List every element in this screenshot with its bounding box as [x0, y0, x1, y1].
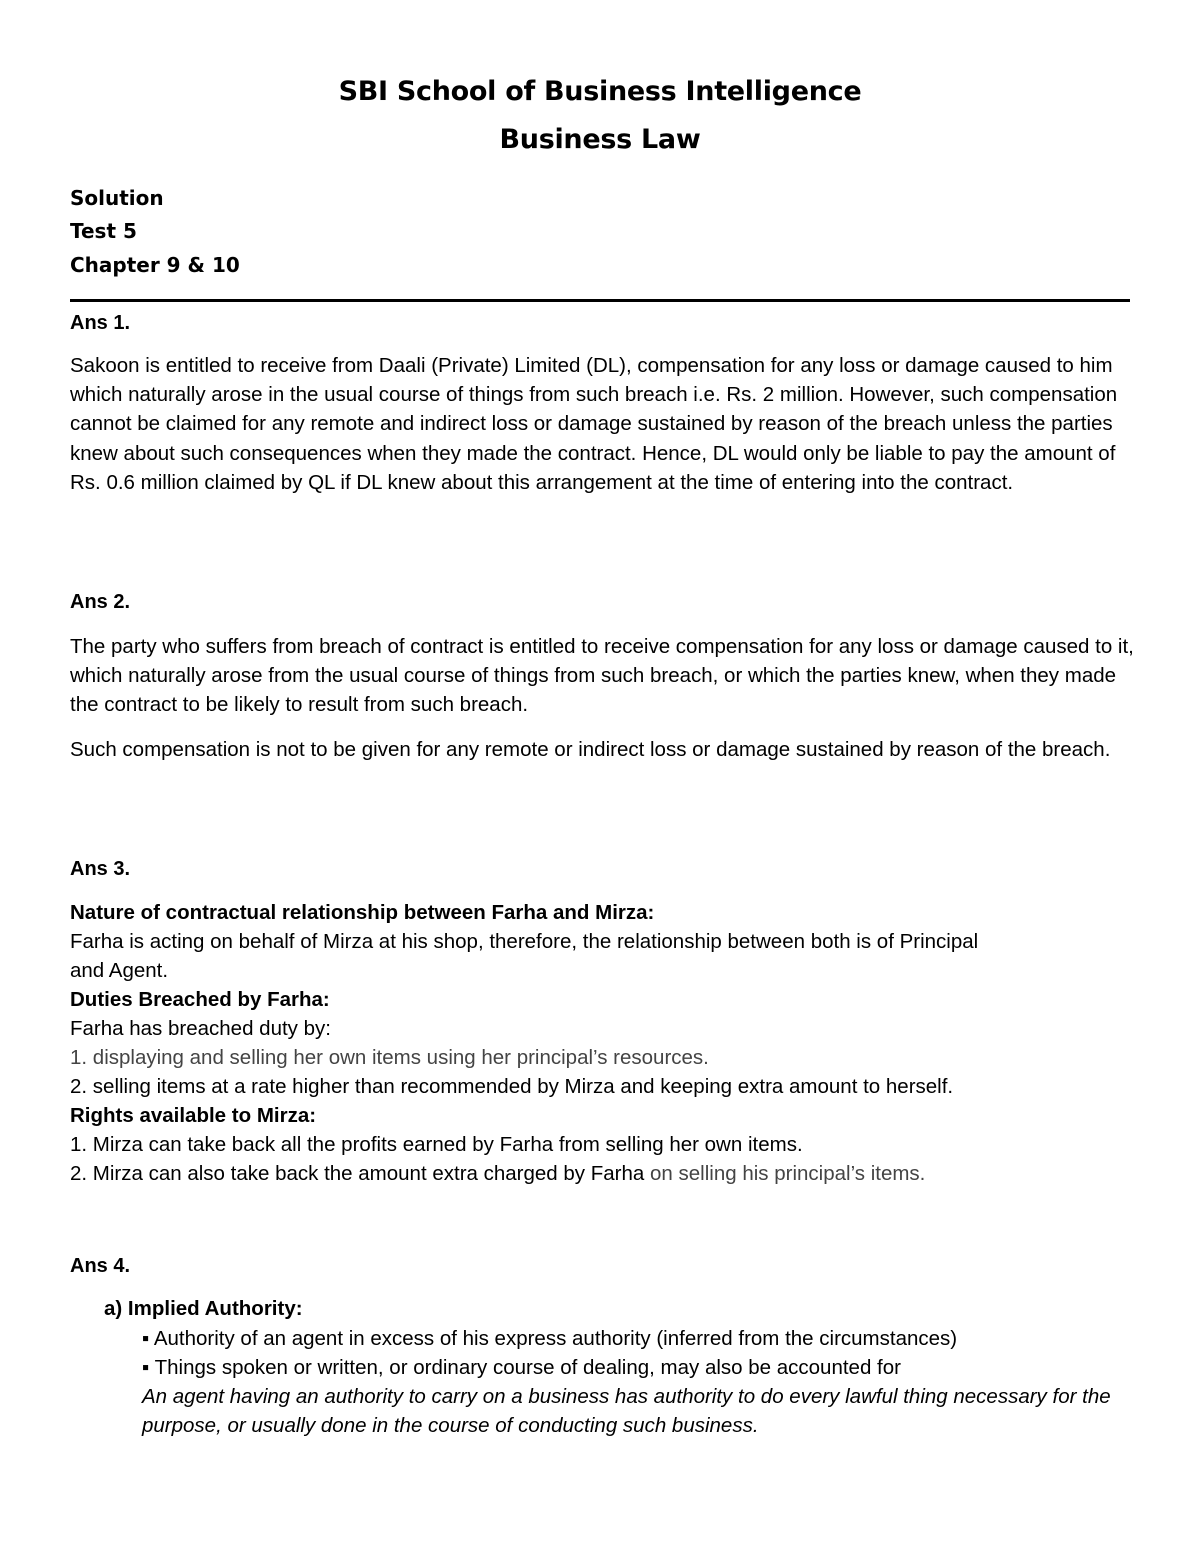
- ans3-heading-rights: Rights available to Mirza:: [70, 1104, 317, 1127]
- ans3-relationship-line-1: Farha is acting on behalf of Mirza at his shop, therefore, the relationship between both is of Principal: [70, 930, 979, 953]
- ans2-paragraph-2: Such compensation is not to be given for any remote or indirect loss or damage sustained by reason of the breach.: [70, 738, 1111, 761]
- chapter-label: Chapter 9 & 10: [70, 253, 240, 277]
- ans3-heading-relationship: Nature of contractual relationship between Farha and Mirza:: [70, 901, 655, 924]
- ans3-label: Ans 3.: [70, 858, 131, 880]
- ans4-bullet-1: ▪ Authority of an agent in excess of his express authority (inferred from the circumstances): [142, 1327, 958, 1350]
- ans2-label: Ans 2.: [70, 591, 131, 613]
- header-divider: [70, 299, 1130, 302]
- ans3-right-2-part-a: 2. Mirza can also take back the amount extra charged by Farha: [70, 1162, 645, 1185]
- ans3-right-2-part-b: on selling his principal’s items.: [644, 1162, 926, 1185]
- ans4-label: Ans 4.: [70, 1255, 131, 1277]
- ans3-relationship-line-2: and Agent.: [70, 959, 169, 982]
- ans1-text: Sakoon is entitled to receive from Daali (Private) Limited (DL), compensation for any loss or damage caused to him which naturally arose in the usual course of things from such breach i.e. Rs. 2 million. However, such compensation cannot be claimed for any remote and indirect loss or damage sustained by reason of the breach unless the parties knew about such consequences when they made the contract. Hence, DL would only be liable to pay the amount of Rs. 0.6 million claimed by QL if DL knew about this arrangement at the time of entering into the contract.: [70, 354, 1118, 494]
- ans3-duties-intro: Farha has breached duty by:: [70, 1017, 331, 1040]
- subject-title: Business Law: [499, 124, 701, 155]
- doc-type: Solution: [70, 186, 164, 210]
- school-title: SBI School of Business Intelligence: [338, 76, 862, 107]
- ans3-duty-2: 2. selling items at a rate higher than recommended by Mirza and keeping extra amount to herself.: [70, 1075, 954, 1098]
- ans3-right-2: [70, 1162, 925, 1186]
- ans4-item-a: a) Implied Authority:: [104, 1297, 303, 1320]
- ans2-paragraph-1: The party who suffers from breach of contract is entitled to receive compensation for any loss or damage caused to it, which naturally arose from the usual course of things from such breach, or which the parties knew, when they made the contract to be likely to result from such breach.: [70, 635, 1134, 717]
- ans1-label: Ans 1.: [70, 312, 131, 334]
- ans4-bullet-2: ▪ Things spoken or written, or ordinary course of dealing, may also be accounted for: [142, 1356, 901, 1379]
- ans3-heading-duties: Duties Breached by Farha:: [70, 988, 330, 1011]
- test-label: Test 5: [70, 219, 137, 243]
- ans3-duty-1: 1. displaying and selling her own items using her principal’s resources.: [70, 1046, 709, 1069]
- ans3-right-1: 1. Mirza can take back all the profits earned by Farha from selling her own items.: [70, 1133, 803, 1156]
- ans4-note: An agent having an authority to carry on a business has authority to do every lawful thing necessary for the purpose, or usually done in the course of conducting such business.: [142, 1385, 1111, 1437]
